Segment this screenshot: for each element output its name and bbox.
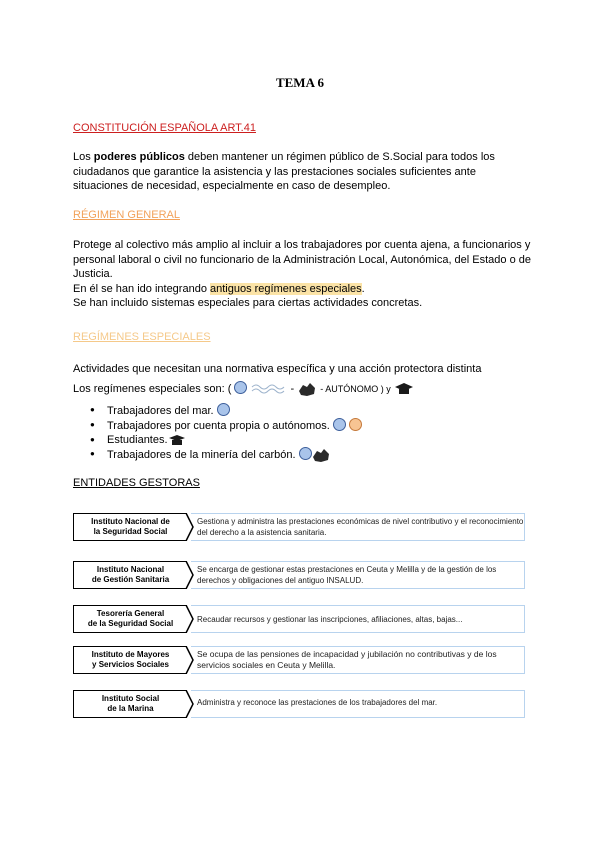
- text-span: deben mantener un régimen público de S.Social para todos los ciudadanos que garantice la asistencia y las prestaciones sociales suficientes ante situaciones de necesidad, especialmente en caso de desempleo.: [73, 151, 495, 192]
- entity-row: [73, 646, 525, 676]
- entity-name-line: de la Marina: [107, 704, 154, 713]
- entity-description: Administra y reconoce las prestaciones de los trabajadores del mar.: [191, 690, 525, 718]
- heading-constitucion: CONSTITUCIÓN ESPAÑOLA ART.41: [73, 122, 256, 134]
- list-item: [90, 403, 362, 418]
- entity-description: Recaudar recursos y gestionar las inscripciones, afiliaciones, altas, bajas...: [191, 605, 525, 633]
- text-regimen-general-2: [73, 282, 533, 297]
- heading-entidades-gestoras: ENTIDADES GESTORAS: [73, 477, 200, 489]
- entity-label: [73, 605, 187, 633]
- list-item: [90, 418, 362, 433]
- coal-icon: [297, 381, 317, 397]
- blue-circle-icon: [217, 403, 230, 416]
- entity-description: Gestiona y administra las prestaciones económicas de nivel contributivo y el reconocimiento del derecho a la asistencia sanitaria.: [191, 513, 525, 541]
- paragraph-constitucion: [73, 150, 533, 194]
- entity-name-line: Instituto de Mayores: [91, 650, 170, 659]
- heading-regimen-general: RÉGIMEN GENERAL: [73, 209, 180, 221]
- entity-name-line: la Seguridad Social: [93, 527, 168, 536]
- page-title: TEMA 6: [275, 75, 325, 90]
- bold-text: poderes públicos: [93, 151, 185, 163]
- entity-label: [73, 513, 187, 541]
- list-item: [90, 447, 362, 463]
- text-regimenes-intro: Actividades que necesitan una normativa específica y una acción protectora distinta: [73, 363, 482, 375]
- entity-description: Se ocupa de las pensiones de incapacidad y jubilación no contributivas y de los servicios sociales en Ceuta y Melilla.: [191, 646, 525, 674]
- entity-label: [73, 646, 187, 674]
- entity-name-line: Instituto Nacional: [96, 565, 165, 574]
- entity-label: [73, 561, 187, 589]
- entity-name-line: Tesorería General: [96, 609, 165, 618]
- list-item-text: Trabajadores por cuenta propia o autónomos.: [107, 420, 330, 432]
- text-span: -: [290, 383, 295, 395]
- list-item-text: Estudiantes.: [107, 434, 168, 446]
- orange-circle-icon: [349, 418, 362, 431]
- list-item-text: Trabajadores del mar.: [107, 405, 214, 417]
- waves-icon: [251, 383, 291, 395]
- entity-row: [73, 513, 525, 543]
- graduation-cap-icon: [394, 382, 414, 396]
- coal-icon: [312, 447, 330, 463]
- blue-circle-icon: [333, 418, 346, 431]
- text-span: .: [361, 282, 365, 295]
- entity-name-line: Instituto Social: [101, 694, 160, 703]
- blue-circle-icon: [234, 381, 247, 394]
- text-span: En él se han ido integrando: [73, 282, 210, 295]
- text-span: Los: [73, 151, 94, 163]
- highlighted-text: antiguos regímenes especiales: [210, 282, 362, 295]
- list-item: [90, 433, 362, 447]
- entity-name-line: Instituto Nacional de: [91, 517, 170, 526]
- list-item-text: Trabajadores de la minería del carbón.: [107, 449, 296, 461]
- heading-regimenes-especiales: REGÍMENES ESPECIALES: [73, 331, 211, 343]
- regimenes-list: [90, 403, 362, 463]
- text-regimen-general-3: Se han incluido sistemas especiales para ciertas actividades concretas.: [73, 297, 423, 309]
- paragraph-regimen-general: [73, 238, 533, 311]
- text-span: Los regímenes especiales son: (: [73, 383, 232, 395]
- blue-circle-icon: [299, 447, 312, 460]
- entity-name-line: de la Seguridad Social: [87, 619, 174, 628]
- regimenes-legend: [73, 381, 553, 397]
- entity-name-line: de Gestión Sanitaria: [91, 575, 170, 584]
- entity-description: Se encarga de gestionar estas prestaciones en Ceuta y Melilla y de la gestión de los derechos y obligaciones del antiguo INSALUD.: [191, 561, 525, 589]
- entity-row: [73, 605, 525, 635]
- entity-label: [73, 690, 187, 718]
- text-regimen-general-1: Protege al colectivo más amplio al incluir a los trabajadores por cuenta ajena, a funcionarios y personal laboral o civil no funcionario de la Administración Local, Autonómica, del Estado o de Justicia.: [73, 239, 531, 280]
- entity-row: [73, 561, 525, 591]
- graduation-cap-icon: [168, 434, 186, 446]
- entity-row: [73, 690, 525, 720]
- text-span: - AUTÓNOMO ) y: [320, 384, 391, 394]
- entity-name-line: y Servicios Sociales: [92, 660, 169, 669]
